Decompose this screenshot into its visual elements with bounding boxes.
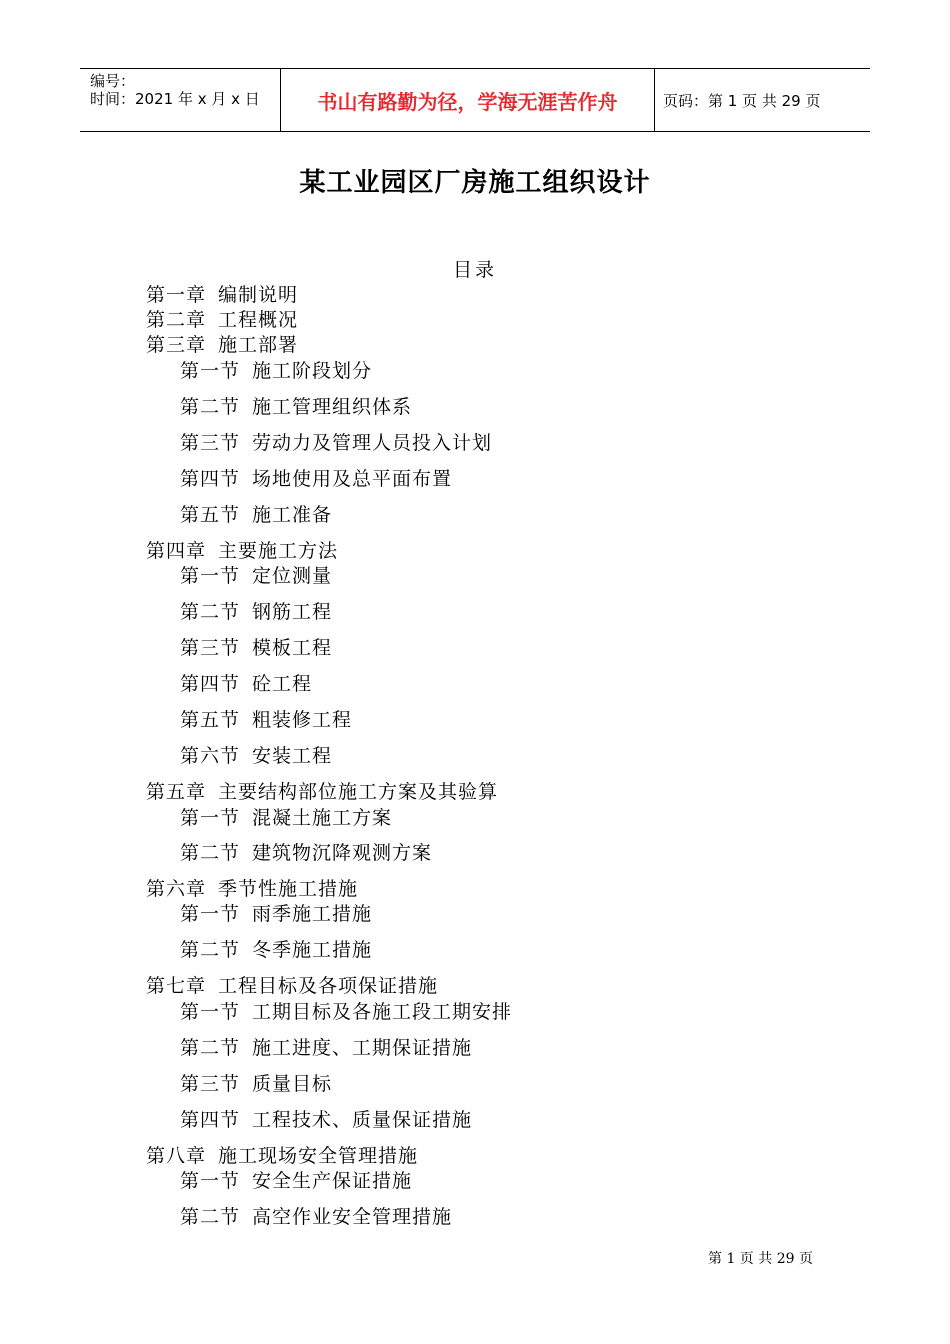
toc-entry-text: 安全生产保证措施 (252, 1170, 413, 1192)
toc-entry-text: 建筑物沉降观测方案 (252, 842, 433, 864)
page-header (80, 68, 870, 132)
toc-entry-number: 第五章 (146, 781, 207, 803)
toc-entry-text: 定位测量 (252, 565, 333, 587)
toc-entry-number: 第四节 (180, 1109, 241, 1131)
toc-section-entry (180, 803, 392, 830)
toc-entry-number: 第四节 (180, 673, 241, 695)
toc-section-entry (180, 669, 312, 696)
toc-section-entry (180, 741, 332, 768)
header-meta-cell (80, 69, 281, 131)
toc-entry-number: 第二章 (146, 309, 207, 331)
toc-entry-text: 雨季施工措施 (252, 903, 373, 925)
header-motto-cell (281, 69, 655, 131)
toc-section-entry (180, 500, 332, 527)
toc-entry-number: 第一节 (180, 807, 241, 829)
toc-entry-number: 第二节 (180, 939, 241, 961)
toc-entry-number: 第二节 (180, 1037, 241, 1059)
toc-entry-text: 劳动力及管理人员投入计划 (252, 432, 493, 454)
toc-chapter-entry (146, 305, 298, 332)
toc-entry-number: 第二节 (180, 1206, 241, 1228)
toc-entry-number: 第六节 (180, 745, 241, 767)
toc-section-entry (180, 899, 372, 926)
toc-entry-text: 场地使用及总平面布置 (252, 468, 453, 490)
toc-chapter-entry (146, 874, 358, 901)
toc-chapter-entry (146, 777, 498, 804)
time-label: 时间：2021 年 x 月 x 日 (90, 90, 260, 108)
toc-entry-text: 粗装修工程 (252, 709, 353, 731)
toc-entry-number: 第三节 (180, 432, 241, 454)
toc-entry-number: 第三章 (146, 334, 207, 356)
toc-entry-number: 第一节 (180, 1170, 241, 1192)
document-title: 某工业园区厂房施工组织设计 (299, 168, 651, 198)
toc-entry-number: 第三节 (180, 1073, 241, 1095)
header-page-cell (655, 69, 870, 131)
toc-entry-number: 第一章 (146, 284, 207, 306)
toc-entry-number: 第二节 (180, 601, 241, 623)
toc-entry-text: 质量目标 (252, 1073, 333, 1095)
toc-entry-number: 第四节 (180, 468, 241, 490)
toc-entry-number: 第一节 (180, 1001, 241, 1023)
toc-entry-text: 季节性施工措施 (218, 878, 359, 900)
motto-text: 书山有路勤为径，学海无涯苦作舟 (317, 89, 618, 114)
toc-section-entry (180, 935, 372, 962)
toc-section-entry (180, 705, 352, 732)
toc-chapter-entry (146, 280, 298, 307)
toc-entry-number: 第七章 (146, 975, 207, 997)
toc-entry-text: 工程技术、质量保证措施 (252, 1109, 473, 1131)
toc-entry-text: 模板工程 (252, 637, 333, 659)
toc-entry-text: 施工现场安全管理措施 (218, 1145, 419, 1167)
toc-entry-text: 混凝土施工方案 (252, 807, 393, 829)
toc-entry-text: 高空作业安全管理措施 (252, 1206, 453, 1228)
toc-entry-number: 第五节 (180, 709, 241, 731)
toc-entry-number: 第二节 (180, 842, 241, 864)
toc-entry-text: 施工阶段划分 (252, 360, 373, 382)
toc-entry-text: 施工部署 (218, 334, 299, 356)
toc-entry-text: 编制说明 (218, 284, 299, 306)
toc-entry-text: 钢筋工程 (252, 601, 333, 623)
toc-section-entry (180, 561, 332, 588)
toc-entry-text: 冬季施工措施 (252, 939, 373, 961)
toc-entry-text: 安装工程 (252, 745, 333, 767)
toc-section-entry (180, 838, 432, 865)
toc-chapter-entry (146, 971, 438, 998)
toc-section-entry (180, 633, 332, 660)
toc-title: 目录 (452, 259, 497, 281)
toc-section-entry (180, 1069, 332, 1096)
toc-entry-text: 施工准备 (252, 504, 333, 526)
toc-chapter-entry (146, 536, 338, 563)
toc-entry-text: 主要结构部位施工方案及其验算 (218, 781, 499, 803)
toc-entry-text: 工程目标及各项保证措施 (218, 975, 439, 997)
toc-entry-text: 施工进度、工期保证措施 (252, 1037, 473, 1059)
number-label: 编号： (90, 72, 136, 90)
toc-chapter-entry (146, 330, 298, 357)
toc-section-entry (180, 356, 372, 383)
toc-entry-number: 第一节 (180, 903, 241, 925)
toc-entry-text: 主要施工方法 (218, 540, 339, 562)
page-label: 页码：第 1 页 共 29 页 (663, 91, 821, 110)
toc-entry-number: 第五节 (180, 504, 241, 526)
toc-section-entry (180, 464, 452, 491)
toc-entry-number: 第一节 (180, 565, 241, 587)
toc-section-entry (180, 1166, 412, 1193)
toc-section-entry (180, 428, 492, 455)
toc-entry-text: 施工管理组织体系 (252, 396, 413, 418)
toc-entry-text: 工程概况 (218, 309, 299, 331)
page-footer: 第 1 页 共 29 页 (708, 1251, 813, 1267)
toc-section-entry (180, 597, 332, 624)
toc-entry-text: 砼工程 (252, 673, 313, 695)
toc-chapter-entry (146, 1141, 418, 1168)
toc-section-entry (180, 997, 512, 1024)
toc-entry-number: 第一节 (180, 360, 241, 382)
toc-entry-number: 第二节 (180, 396, 241, 418)
toc-entry-number: 第四章 (146, 540, 207, 562)
toc-section-entry (180, 1202, 452, 1229)
toc-entry-text: 工期目标及各施工段工期安排 (252, 1001, 513, 1023)
toc-entry-number: 第八章 (146, 1145, 207, 1167)
toc-entry-number: 第三节 (180, 637, 241, 659)
toc-section-entry (180, 1105, 472, 1132)
toc-section-entry (180, 392, 412, 419)
toc-entry-number: 第六章 (146, 878, 207, 900)
toc-section-entry (180, 1033, 472, 1060)
